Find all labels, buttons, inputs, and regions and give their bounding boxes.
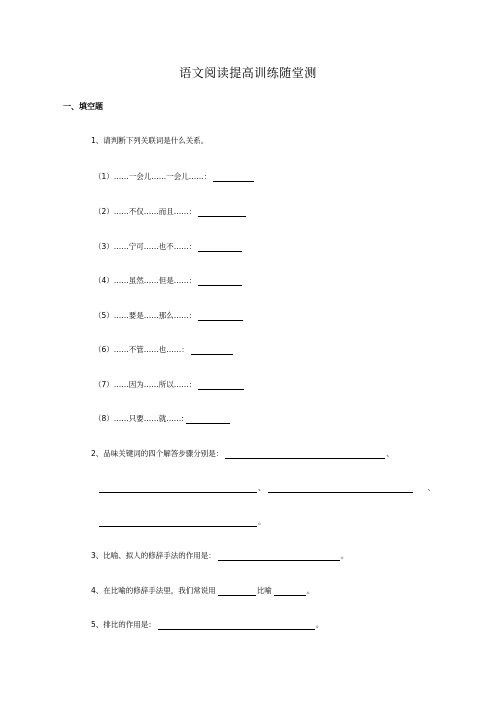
q1-item-label: （2）……不仅……而且……：: [94, 207, 197, 216]
q1-item-7: [94, 378, 245, 390]
question-4: [91, 584, 314, 596]
question-3: [91, 549, 348, 561]
question-3-prompt: 3、比喻、拟人的修辞手法的作用是：: [91, 551, 216, 560]
answer-blank[interactable]: [99, 517, 257, 527]
q1-item-1: [94, 170, 255, 182]
question-4-prompt: 4、在比喻的修辞手法里，我们常说用: [91, 586, 216, 595]
answer-blank[interactable]: [268, 483, 413, 493]
q1-item-2: [94, 205, 247, 217]
q1-item-3: [94, 240, 243, 252]
period: 。: [258, 517, 266, 526]
answer-blank[interactable]: [198, 311, 243, 321]
answer-blank[interactable]: [186, 414, 230, 424]
answer-blank[interactable]: [274, 586, 306, 596]
answer-blank[interactable]: [191, 345, 233, 355]
answer-blank[interactable]: [225, 449, 385, 459]
q1-item-8: [94, 412, 231, 424]
period: 。: [340, 551, 349, 560]
question-2-continued: [99, 481, 435, 493]
question-2-prompt: 2、品味关键词的四个解答步骤分别是：: [91, 449, 224, 458]
separator: 、: [386, 449, 394, 458]
answer-blank[interactable]: [213, 172, 254, 182]
period: 。: [315, 620, 324, 629]
q1-item-label: （6）……不管……也……：: [94, 345, 189, 354]
document-title: 语文阅读提高训练随堂测: [179, 66, 317, 80]
answer-blank[interactable]: [158, 620, 315, 630]
q1-item-label: （5）……要是……那么……：: [94, 311, 197, 320]
period: 。: [306, 586, 315, 595]
question-4-mid-text: 比喻: [256, 586, 272, 595]
q1-item-4: [94, 274, 243, 286]
question-2: [91, 447, 394, 459]
answer-blank[interactable]: [198, 276, 242, 286]
question-2-end: [99, 515, 266, 527]
q1-item-6: [94, 343, 234, 355]
answer-blank[interactable]: [218, 551, 340, 561]
q1-item-5: [94, 309, 244, 321]
q1-item-label: （4）……虽然……但是……：: [94, 276, 197, 285]
question-5-prompt: 5、排比的作用是：: [91, 620, 156, 629]
question-5: [91, 618, 323, 630]
q1-item-label: （8）……只要……就……:: [94, 414, 184, 423]
answer-blank[interactable]: [99, 483, 257, 493]
q1-item-label: （3）……宁可……也不……：: [94, 242, 197, 251]
section-heading-fill-in: 一、填空题: [63, 102, 103, 111]
answer-blank[interactable]: [198, 242, 242, 252]
question-1-prompt: 1、请判断下列关联词是什么关系。: [91, 136, 209, 145]
answer-blank[interactable]: [218, 586, 256, 596]
separator: 、: [258, 483, 266, 492]
separator: 、: [427, 483, 435, 492]
q1-item-label: （7）……因为……所以……：: [94, 380, 197, 389]
answer-blank[interactable]: [198, 207, 246, 217]
answer-blank[interactable]: [198, 380, 244, 390]
q1-item-label: （1）……一会儿……一会儿……：: [94, 172, 212, 181]
